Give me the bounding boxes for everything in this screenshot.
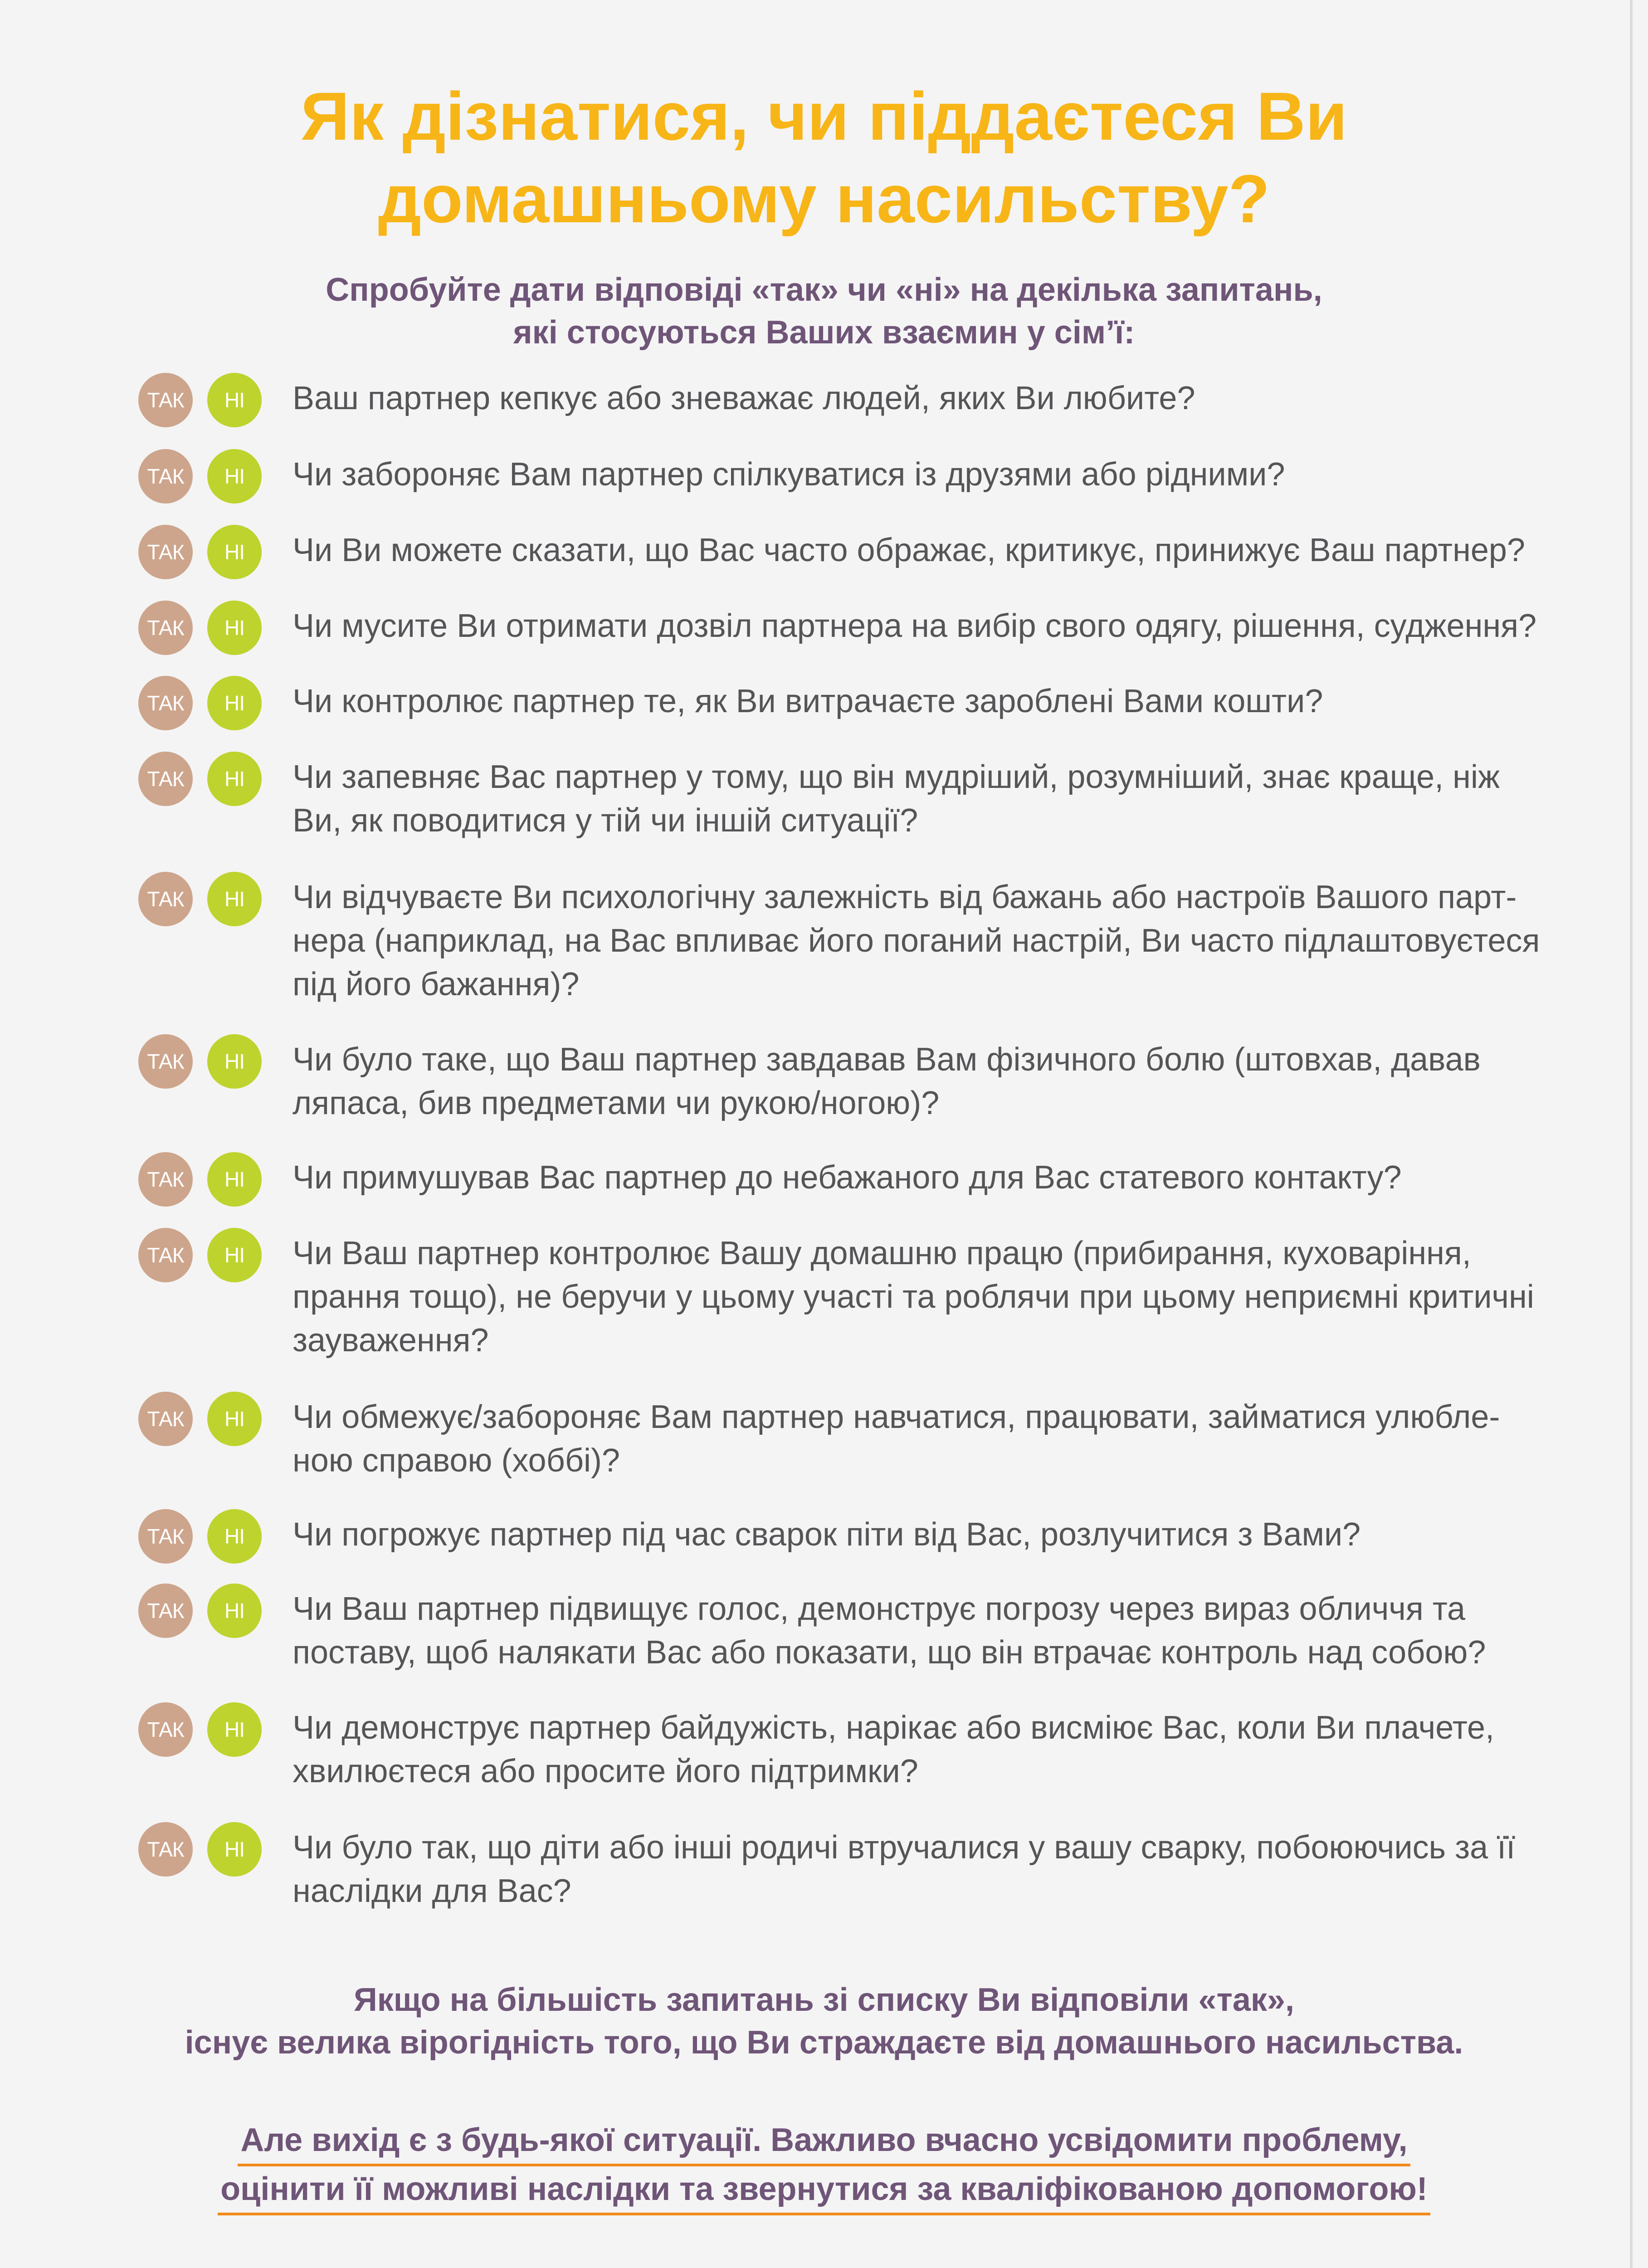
- conclusion-line-2: існує велика вірогідність того, що Ви страждаєте від домашнього насильства.: [185, 2024, 1463, 2061]
- question-text: [293, 679, 1571, 723]
- no-badge[interactable]: НІ: [207, 601, 262, 655]
- question-line: Чи відчуваєте Ви психологічну залежність від бажань або настроїв Вашого парт-: [293, 879, 1517, 915]
- question-text: [293, 755, 1571, 842]
- question-line: Чи було так, що діти або інші родичі втручалися у вашу сварку, побоюючись за її: [293, 1829, 1516, 1866]
- question-line: хвилюєтеся або просите його підтримки?: [293, 1753, 918, 1789]
- question-text: [293, 875, 1571, 1006]
- yes-badge[interactable]: ТАК: [138, 1509, 193, 1564]
- no-badge[interactable]: НІ: [207, 1584, 262, 1638]
- question-line: зауваження?: [293, 1322, 489, 1359]
- question-line: Чи забороняє Вам партнер спілкуватися із друзями або рідними?: [293, 456, 1285, 493]
- question-text: [293, 1038, 1571, 1125]
- conclusion-line-1: Якщо на більшість запитань зі списку Ви відповіли «так»,: [354, 1982, 1294, 2018]
- question-text: [293, 1395, 1571, 1482]
- callout-line-1: Але вихід є з будь-якої ситуації. Важливо вчасно усвідомити проблему,: [238, 2117, 1410, 2166]
- question-line: Чи Ваш партнер контролює Вашу домашню працю (прибирання, куховаріння,: [293, 1235, 1471, 1271]
- question-line: ною справою (хоббі)?: [293, 1442, 620, 1479]
- yes-badge[interactable]: ТАК: [138, 1034, 193, 1089]
- question-line: Чи контролює партнер те, як Ви витрачаєте зароблені Вами кошти?: [293, 683, 1323, 719]
- yes-badge[interactable]: ТАК: [138, 752, 193, 806]
- no-badge[interactable]: НІ: [207, 752, 262, 806]
- question-line: нера (наприклад, на Вас впливає його поганий настрій, Ви часто підлаштовуєтеся: [293, 923, 1540, 959]
- help-callout: [0, 2117, 1648, 2215]
- yes-badge[interactable]: ТАК: [138, 872, 193, 926]
- question-line: прання тощо), не беручи у цьому участі та роблячи при цьому неприємні критичні: [293, 1279, 1534, 1315]
- no-badge[interactable]: НІ: [207, 525, 262, 579]
- question-line: Ваш партнер кепкує або зневажає людей, яких Ви любите?: [293, 380, 1195, 416]
- no-badge[interactable]: НІ: [207, 1702, 262, 1757]
- question-text: [293, 1706, 1571, 1793]
- no-badge[interactable]: НІ: [207, 373, 262, 427]
- question-line: під його бажання)?: [293, 966, 580, 1002]
- question-text: [293, 604, 1571, 648]
- question-line: Чи Ваш партнер підвищує голос, демонструє погрозу через вираз обличчя та: [293, 1591, 1466, 1627]
- question-text: [293, 1587, 1571, 1674]
- title-line-1: Як дізнатися, чи піддаєтеся Ви: [300, 78, 1347, 154]
- question-text: [293, 528, 1571, 572]
- no-badge[interactable]: НІ: [207, 1509, 262, 1564]
- no-badge[interactable]: НІ: [207, 1822, 262, 1877]
- question-line: Чи запевняє Вас партнер у тому, що він мудріший, розумніший, знає краще, ніж: [293, 759, 1500, 795]
- intro-text: [0, 269, 1648, 354]
- question-line: Чи було таке, що Ваш партнер завдавав Вам фізичного болю (штовхав, давав: [293, 1041, 1481, 1078]
- no-badge[interactable]: НІ: [207, 1392, 262, 1446]
- no-badge[interactable]: НІ: [207, 872, 262, 926]
- title-line-2: домашньому насильству?: [378, 161, 1270, 237]
- yes-badge[interactable]: ТАК: [138, 1702, 193, 1757]
- intro-line-2: які стосуються Ваших взаємин у сім’ї:: [513, 314, 1135, 351]
- question-line: Чи примушував Вас партнер до небажаного для Вас статевого контакту?: [293, 1159, 1402, 1196]
- yes-badge[interactable]: ТАК: [138, 601, 193, 655]
- no-badge[interactable]: НІ: [207, 1152, 262, 1207]
- yes-badge[interactable]: ТАК: [138, 1152, 193, 1207]
- yes-badge[interactable]: ТАК: [138, 525, 193, 579]
- yes-badge[interactable]: ТАК: [138, 373, 193, 427]
- question-text: [293, 1232, 1571, 1362]
- no-badge[interactable]: НІ: [207, 1034, 262, 1089]
- question-line: Ви, як поводитися у тій чи іншій ситуації?: [293, 802, 918, 839]
- question-line: ляпаса, бив предметами чи рукою/ногою)?: [293, 1085, 940, 1121]
- question-line: наслідки для Вас?: [293, 1873, 571, 1909]
- question-text: [293, 1826, 1571, 1913]
- yes-badge[interactable]: ТАК: [138, 676, 193, 730]
- question-line: Чи погрожує партнер під час сварок піти від Вас, розлучитися з Вами?: [293, 1516, 1361, 1553]
- no-badge[interactable]: НІ: [207, 676, 262, 730]
- question-line: Чи Ви можете сказати, що Вас часто ображає, критикує, принижує Ваш партнер?: [293, 532, 1525, 568]
- conclusion-text: [0, 1979, 1648, 2064]
- question-line: Чи демонструє партнер байдужість, нарікає або висміює Вас, коли Ви плачете,: [293, 1710, 1495, 1746]
- question-text: [293, 376, 1571, 420]
- yes-badge[interactable]: ТАК: [138, 1822, 193, 1877]
- yes-badge[interactable]: ТАК: [138, 1392, 193, 1446]
- question-text: [293, 1513, 1571, 1556]
- no-badge[interactable]: НІ: [207, 449, 262, 503]
- question-text: [293, 453, 1571, 496]
- yes-badge[interactable]: ТАК: [138, 1584, 193, 1638]
- intro-line-1: Спробуйте дати відповіді «так» чи «ні» на декілька запитань,: [326, 272, 1322, 308]
- yes-badge[interactable]: ТАК: [138, 1228, 193, 1282]
- page-title: [0, 75, 1648, 240]
- question-text: [293, 1156, 1571, 1199]
- question-line: Чи обмежує/забороняє Вам партнер навчатися, працювати, займатися улюбле-: [293, 1399, 1500, 1435]
- question-line: поставу, щоб налякати Вас або показати, що він втрачає контроль над собою?: [293, 1634, 1486, 1671]
- yes-badge[interactable]: ТАК: [138, 449, 193, 503]
- callout-line-2: оцінити її можливі наслідки та звернутися за кваліфікованою допомогою!: [218, 2166, 1430, 2215]
- question-line: Чи мусите Ви отримати дозвіл партнера на вибір свого одягу, рішення, судження?: [293, 608, 1537, 644]
- no-badge[interactable]: НІ: [207, 1228, 262, 1282]
